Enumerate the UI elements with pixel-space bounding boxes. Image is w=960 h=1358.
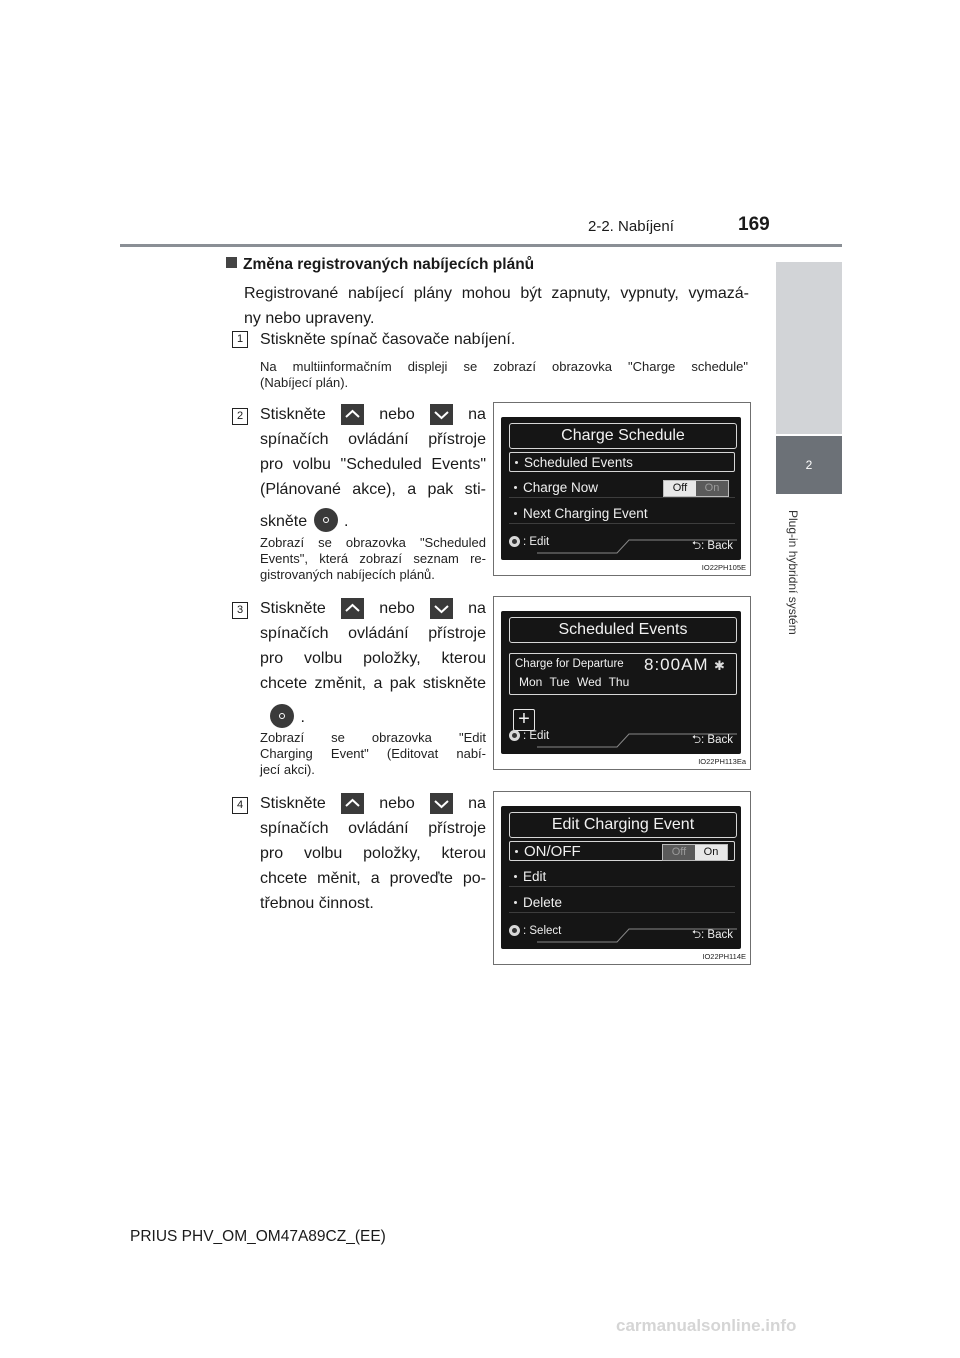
side-tab-strip bbox=[776, 262, 842, 434]
fan-icon: ✱ bbox=[714, 658, 725, 673]
ok-button-icon bbox=[314, 508, 338, 532]
edit-hint: : Edit bbox=[509, 730, 549, 742]
chapter-number: 2 bbox=[805, 458, 813, 472]
chapter-tab bbox=[776, 436, 842, 494]
event-days: Mon Tue Wed Thu bbox=[519, 675, 630, 689]
back-hint: ⮌: Back bbox=[691, 540, 733, 552]
on-off-toggle[interactable]: Off On bbox=[662, 844, 728, 861]
display-scheduled-events bbox=[501, 611, 741, 754]
display-charge-schedule bbox=[501, 417, 741, 560]
chapter-title-vertical bbox=[786, 510, 806, 670]
menu-item-edit[interactable]: Edit bbox=[509, 867, 735, 887]
back-hint: ⮌: Back bbox=[691, 929, 733, 941]
down-arrow-button-icon bbox=[430, 404, 453, 425]
section-title: Změna registrovaných nabíjecích plánů bbox=[226, 256, 534, 274]
screen-bottom-bar bbox=[507, 923, 737, 943]
menu-item-on-off[interactable]: ON/OFF Off On bbox=[509, 841, 735, 861]
menu-item-delete[interactable]: Delete bbox=[509, 893, 735, 913]
image-id: IO22PH105E bbox=[701, 563, 746, 572]
screen-title: Scheduled Events bbox=[509, 617, 737, 643]
step-3-text: Stiskněte nebo na spínačích ovládání přístroje pro volbu položky, kterou chcete změnit, a pak stiskněte . bbox=[260, 600, 486, 726]
screen-bottom-bar bbox=[507, 728, 737, 748]
up-arrow-button-icon bbox=[341, 598, 364, 619]
dial-icon bbox=[509, 536, 520, 547]
step-number-2: 2 bbox=[232, 408, 248, 425]
watermark: carmanualsonline.info bbox=[616, 1316, 797, 1335]
screen-title: Edit Charging Event bbox=[509, 812, 737, 838]
menu-item-scheduled-events[interactable]: Scheduled Events bbox=[509, 452, 735, 472]
running-header-section: 2-2. Nabíjení bbox=[588, 218, 674, 235]
header-rule bbox=[120, 244, 842, 247]
down-arrow-button-icon bbox=[430, 793, 453, 814]
menu-item-next-charging-event[interactable]: Next Charging Event bbox=[509, 504, 735, 524]
back-arrow-icon: ⮌ bbox=[691, 929, 702, 941]
up-arrow-button-icon bbox=[341, 793, 364, 814]
page-number: 169 bbox=[738, 214, 770, 235]
step-number-3: 3 bbox=[232, 602, 248, 619]
footer-model-code: PRIUS PHV_OM_OM47A89CZ_(EE) bbox=[130, 1228, 386, 1245]
scheduled-event-item[interactable] bbox=[509, 653, 737, 695]
figure-scheduled-events bbox=[493, 596, 751, 770]
square-bullet-icon bbox=[226, 257, 237, 268]
chapter-title: Plug-in hybridní systém bbox=[786, 510, 800, 635]
event-name: Charge for Departure bbox=[515, 658, 624, 670]
step-2-text: Stiskněte nebo na spínačích ovládání přístroje pro volbu "Scheduled Events" (Plánované akce), a pak sti- skněte . bbox=[260, 406, 486, 530]
figure-edit-charging-event bbox=[493, 791, 751, 965]
dial-icon bbox=[509, 925, 520, 936]
select-hint: : Select bbox=[509, 925, 561, 937]
up-arrow-button-icon bbox=[341, 404, 364, 425]
step-4-text: Stiskněte nebo na spínačích ovládání přístroje pro volbu položky, kterou chcete měnit, a proveďte po- třebnou činnost. bbox=[260, 795, 486, 912]
event-time: 8:00AM bbox=[644, 655, 709, 674]
screen-title: Charge Schedule bbox=[509, 423, 737, 449]
charge-now-toggle[interactable]: Off On bbox=[663, 480, 729, 497]
edit-hint: : Edit bbox=[509, 536, 549, 548]
back-arrow-icon: ⮌ bbox=[691, 734, 702, 746]
step-3-note: Zobrazí se obrazovka "Edit Charging Event" (Editovat nabí- jecí akci). bbox=[260, 730, 486, 777]
ok-button-icon bbox=[270, 704, 294, 728]
step-1-note: Na multiinformačním displeji se zobrazí obrazovka "Charge schedule" (Nabíjecí plán). bbox=[260, 359, 748, 390]
menu-item-charge-now[interactable]: Charge Now Off On bbox=[509, 478, 735, 498]
step-2-note: Zobrazí se obrazovka "Scheduled Events", která zobrazí seznam re- gistrovaných nabíjecích plánů. bbox=[260, 535, 486, 582]
step-1-text: Stiskněte spínač časovače nabíjení. bbox=[260, 331, 516, 348]
dial-icon bbox=[509, 730, 520, 741]
back-hint: ⮌: Back bbox=[691, 734, 733, 746]
image-id: IO22PH114E bbox=[702, 952, 746, 961]
image-id: IO22PH113Ea bbox=[698, 757, 746, 766]
section-intro: Registrované nabíjecí plány mohou být zapnuty, vypnuty, vymazá- ny nebo upraveny. bbox=[244, 285, 749, 327]
step-number-1: 1 bbox=[232, 331, 248, 348]
step-number-4: 4 bbox=[232, 797, 248, 814]
figure-charge-schedule bbox=[493, 402, 751, 576]
back-arrow-icon: ⮌ bbox=[691, 540, 702, 552]
add-event-button[interactable]: + bbox=[513, 709, 535, 731]
down-arrow-button-icon bbox=[430, 598, 453, 619]
screen-bottom-bar bbox=[507, 534, 737, 554]
display-edit-charging-event bbox=[501, 806, 741, 949]
